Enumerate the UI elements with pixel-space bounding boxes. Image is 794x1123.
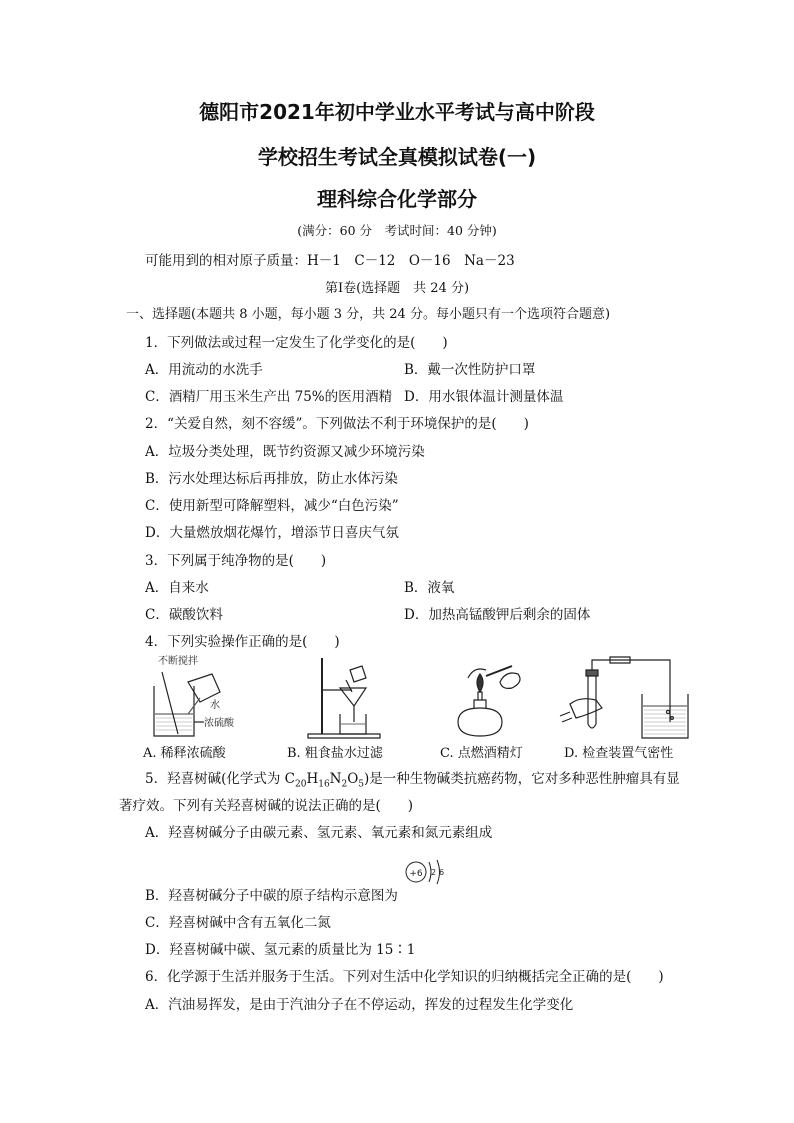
section-title: 第Ⅰ卷(选择题 共 24 分) xyxy=(324,281,470,296)
q4-option-a: A. 稀释浓硫酸 xyxy=(143,746,226,761)
section1-heading: 一、选择题(本题共 8 小题，每小题 3 分，共 24 分。每小题只有一个选项符合题意) xyxy=(126,307,611,322)
q5-option-d: D．羟喜树碱中碳、氢元素的质量比为 15∶1 xyxy=(145,942,416,958)
q2-option-c: C．使用新型可降解塑料，减少“白色污染” xyxy=(145,498,399,514)
q4-option-d: D. 检查装置气密性 xyxy=(564,746,674,761)
fig-a-label-acid: 浓硫酸 xyxy=(204,718,234,729)
q2-option-b: B．污水处理达标后再排放，防止水体污染 xyxy=(145,471,398,487)
q5-option-a: A．羟喜树碱分子由碳元素、氢元素、氧元素和氮元素组成 xyxy=(145,825,493,841)
q5-option-c: C．羟喜树碱中含有五氧化二氮 xyxy=(145,915,331,931)
fig-a-label-stir: 不断搅拌 xyxy=(158,656,198,667)
q5-stem-line2: 著疗效。下列有关羟喜树碱的说法正确的是( ) xyxy=(119,798,414,814)
q3-option-d: D．加热高锰酸钾后剩余的固体 xyxy=(404,607,591,623)
q4-option-b: B. 粗食盐水过滤 xyxy=(287,746,383,761)
title-line-3: 理科综合化学部分 xyxy=(317,187,477,211)
electron-shell-1: 2 xyxy=(431,868,437,877)
q3-option-a: A．自来水 xyxy=(145,580,209,596)
exam-info: (满分：60 分 考试时间：40 分钟) xyxy=(297,223,497,238)
q2-stem: 2．“关爱自然，刻不容缓”。下列做法不利于环境保护的是( ) xyxy=(145,416,529,432)
q4-figures xyxy=(140,652,700,742)
carbon-atom-diagram xyxy=(404,856,448,888)
electron-shell-2: 6 xyxy=(439,868,445,877)
q3-stem: 3．下列属于纯净物的是( ) xyxy=(145,553,327,569)
fig-b-filtration xyxy=(308,658,380,738)
fig-a-dilute-acid xyxy=(154,654,235,736)
title-line-1: 德阳市2021年初中学业水平考试与高中阶段 xyxy=(199,100,595,124)
q1-option-c: C．酒精厂用玉米生产出 75%的医用酒精 xyxy=(145,389,393,405)
atomic-masses: 可能用到的相对原子质量：H－1 C－12 O－16 Na－23 xyxy=(145,253,515,269)
q6-stem: 6．化学源于生活并服务于生活。下列对生活中化学知识的归纳概括完全正确的是( ) xyxy=(145,969,664,985)
fig-d-airtightness xyxy=(560,657,688,738)
q3-option-b: B．液氧 xyxy=(404,580,455,596)
q4-stem: 4．下列实验操作正确的是( ) xyxy=(145,634,340,650)
q2-option-d: D．大量燃放烟花爆竹，增添节日喜庆气氛 xyxy=(145,525,399,541)
q1-stem: 1．下列做法或过程一定发生了化学变化的是( ) xyxy=(145,335,448,351)
q1-option-b: B．戴一次性防护口罩 xyxy=(404,362,536,378)
q5-option-b: B．羟喜树碱分子中碳的原子结构示意图为 xyxy=(145,888,398,904)
q4-option-c: C. 点燃酒精灯 xyxy=(440,746,523,761)
title-line-2: 学校招生考试全真模拟试卷(一) xyxy=(257,145,537,169)
q6-option-a: A．汽油易挥发，是由于汽油分子在不停运动，挥发的过程发生化学变化 xyxy=(145,997,574,1013)
q5-stem: 5．羟喜树碱(化学式为 $C_{20}H_{16}N_2O_5$)是一种生物碱类抗癌药物，它对多种恶性肿瘤具有显 xyxy=(145,771,680,790)
fig-c-alcohol-lamp xyxy=(458,666,520,736)
q2-option-a: A．垃圾分类处理，既节约资源又减少环境污染 xyxy=(145,444,425,460)
q1-option-d: D．用水银体温计测量体温 xyxy=(404,389,564,405)
q3-option-c: C．碳酸饮料 xyxy=(145,607,223,623)
nucleus-charge: +6 xyxy=(409,869,423,879)
q1-option-a: A．用流动的水洗手 xyxy=(145,362,263,378)
fig-a-label-water: 水 xyxy=(210,700,220,711)
